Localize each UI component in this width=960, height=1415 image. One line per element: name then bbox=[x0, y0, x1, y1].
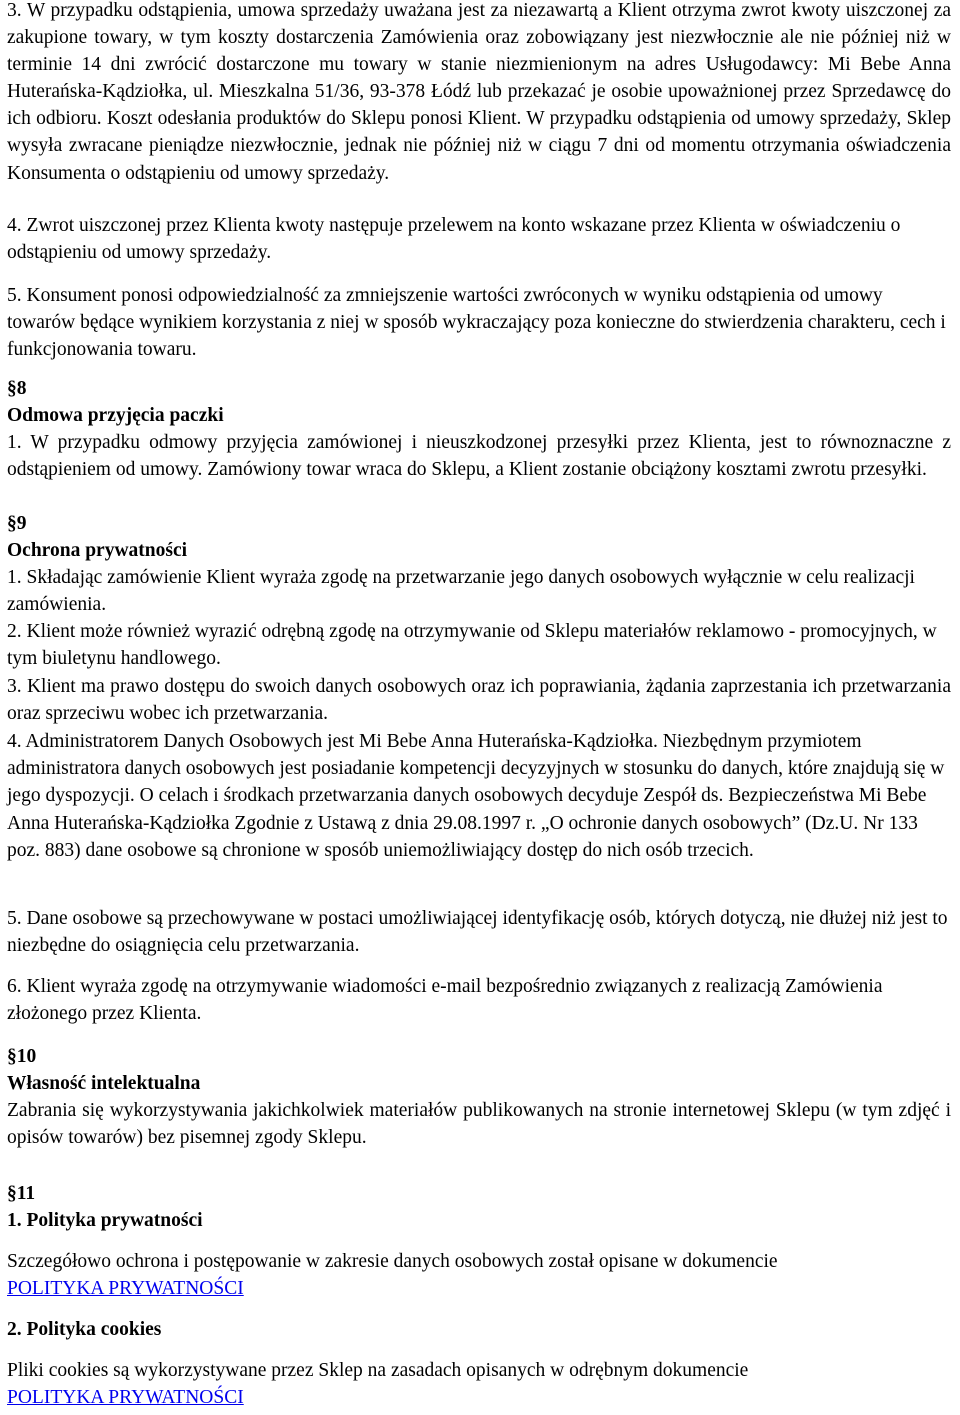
section-9-number: §9 bbox=[7, 513, 27, 534]
section-9-paragraph-5: 5. Dane osobowe są przechowywane w postaci umożliwiającej identyfikację osób, których dotyczą, nie dłużej niż jest to niezbędne do osiągnięcia celu przetwarzania. bbox=[7, 908, 948, 956]
paragraph-4: 4. Zwrot uiszczonej przez Klienta kwoty następuje przelewem na konto wskazane przez Klienta w oświadczeniu o odstąpieniu od umowy sprzedaży. bbox=[7, 215, 901, 263]
cookies-policy-description: Pliki cookies są wykorzystywane przez Sklep na zasadach opisanych w odrębnym dokumencie bbox=[7, 1360, 749, 1381]
section-10-number: §10 bbox=[7, 1046, 37, 1067]
section-8-title: Odmowa przyjęcia paczki bbox=[7, 405, 224, 426]
section-9-paragraph-1: 1. Składając zamówienie Klient wyraża zgodę na przetwarzanie jego danych osobowych wyłącznie w celu realizacji zamówienia. bbox=[7, 567, 915, 615]
paragraph-5: 5. Konsument ponosi odpowiedzialność za zmniejszenie wartości zwróconych w wyniku odstąpienia od umowy towarów będące wynikiem korzystania z niej w sposób wykraczający poza konieczne do stwierdzenia charakteru, cech i funkcjonowania towaru. bbox=[7, 285, 946, 360]
section-8-number: §8 bbox=[7, 378, 27, 399]
paragraph-3: 3. W przypadku odstąpienia, umowa sprzedaży uważana jest za niezawartą a Klient otrzyma zwrot kwoty uiszczonej za zakupione towary, w tym koszty dostarczenia Zamówienia oraz zobowiązany jest niezwłocznie ale nie później niż w terminie 14 dni zwrócić dostarczone mu towary w stanie niezmienionym na adres Usługodawcy: Mi Bebe Anna Huterańska-Kądziołka, ul. Mieszkalna 51/36, 93-378 Łódź lub przekazać je osobie upoważnionej przez Sprzedawcę do ich odbioru. Koszt odesłania produktów do Sklepu ponosi Klient. W przypadku odstąpienia od umowy sprzedaży, Sklep wysyła zwracane pieniądze niezwłocznie, jednak nie później niż w ciągu 7 dni od momentu otrzymania oświadczenia Konsumenta o odstąpieniu od umowy sprzedaży. bbox=[7, 0, 951, 184]
section-10-title: Własność intelektualna bbox=[7, 1073, 201, 1094]
section-9-paragraph-3: 3. Klient ma prawo dostępu do swoich danych osobowych oraz ich poprawiania, żądania zaprzestania ich przetwarzania oraz sprzeciwu wobec ich przetwarzania. bbox=[7, 676, 951, 724]
section-11-number: §11 bbox=[7, 1183, 36, 1204]
section-9-title: Ochrona prywatności bbox=[7, 540, 188, 561]
cookies-policy-link[interactable]: POLITYKA PRYWATNOŚCI bbox=[7, 1387, 244, 1408]
privacy-policy-description: Szczegółowo ochrona i postępowanie w zakresie danych osobowych został opisane w dokumencie bbox=[7, 1251, 778, 1272]
privacy-policy-text bbox=[7, 1248, 951, 1302]
section-9-paragraph-2: 2. Klient może również wyrazić odrębną zgodę na otrzymywanie od Sklepu materiałów reklamowo - promocyjnych, w tym biuletynu handlowego. bbox=[7, 621, 937, 669]
cookies-policy-heading: 2. Polityka cookies bbox=[7, 1319, 162, 1340]
section-10-paragraph-1: Zabrania się wykorzystywania jakichkolwiek materiałów publikowanych na stronie internetowej Sklepu (w tym zdjęć i opisów towarów) bez pisemnej zgody Sklepu. bbox=[7, 1100, 951, 1148]
cookies-policy-text bbox=[7, 1357, 951, 1411]
section-9-paragraph-6: 6. Klient wyraża zgodę na otrzymywanie wiadomości e-mail bezpośrednio związanych z realizacją Zamówienia złożonego przez Klienta. bbox=[7, 976, 883, 1024]
privacy-policy-heading: 1. Polityka prywatności bbox=[7, 1210, 203, 1231]
section-8-paragraph-1: 1. W przypadku odmowy przyjęcia zamówionej i nieuszkodzonej przesyłki przez Klienta, jest to równoznaczne z odstąpieniem od umowy. Zamówiony towar wraca do Sklepu, a Klient zostanie obciążony kosztami zwrotu przesyłki. bbox=[7, 432, 951, 480]
section-9-paragraph-4: 4. Administratorem Danych Osobowych jest Mi Bebe Anna Huterańska-Kądziołka. Niezbędnym przymiotem administratora danych osobowych jest posiadanie kompetencji decyzyjnych w stosunku do danych, które znajdują się w jego dyspozycji. O celach i środkach przetwarzania danych osobowych decyduje Zespół ds. Bezpieczeństwa Mi Bebe Anna Huterańska-Kądziołka Zgodnie z Ustawą z dnia 29.08.1997 r. „O ochronie danych osobowych” (Dz.U. Nr 133 poz. 883) dane osobowe są chronione w sposób uniemożliwiający dostęp do nich osób trzecich. bbox=[7, 731, 945, 861]
privacy-policy-link[interactable]: POLITYKA PRYWATNOŚCI bbox=[7, 1278, 244, 1299]
